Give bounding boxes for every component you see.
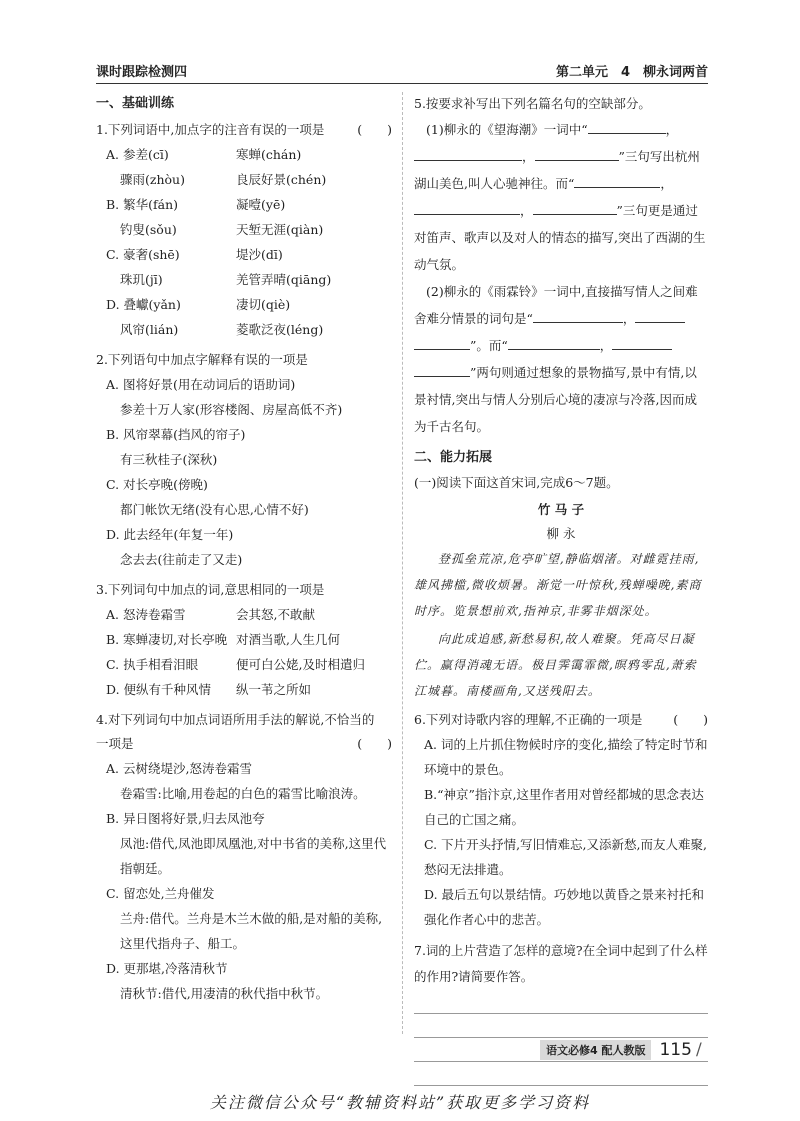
question-4 xyxy=(96,708,392,1006)
text: ， xyxy=(599,338,613,353)
blank xyxy=(533,201,617,215)
option: 寒蝉(chán) xyxy=(236,147,302,162)
blank xyxy=(574,174,660,188)
header-left: 课时跟踪检测四 xyxy=(96,65,188,80)
option-note: 卷霜雪:比喻,用卷起的白色的霜雪比喻浪涛。 xyxy=(120,786,366,801)
page-number: 115 xyxy=(659,1040,692,1060)
poem-title: 竹 马 子 xyxy=(537,502,585,517)
option: 良辰好景(chén) xyxy=(236,172,327,187)
option: 有三秋桂子(深秋) xyxy=(120,452,218,467)
option: A. 云树绕堤沙,怒涛卷霜雪 xyxy=(106,761,252,776)
option: 会其怒,不敢献 xyxy=(236,607,315,622)
option: C. 对长亭晚(傍晚) xyxy=(106,477,208,492)
blank xyxy=(533,309,623,323)
blank xyxy=(508,336,600,350)
option: A. 怒涛卷霜雪 xyxy=(106,607,186,622)
poem-stanza-1: 登孤垒荒凉,危亭旷望,静临烟渚。对雌霓挂雨,雄风拂槛,微收烦暑。渐觉一叶惊秋,残蝉噪晚,素商时序。览景想前欢,指神京,非雾非烟深处。 xyxy=(414,552,702,618)
text: ， xyxy=(665,122,679,137)
option: 钓叟(sǒu) xyxy=(120,222,177,237)
question-stem: 4.对下列词句中加点词语所用手法的解说,不恰当的 xyxy=(96,712,375,727)
page-header xyxy=(96,62,708,84)
option: 堤沙(dī) xyxy=(236,247,283,262)
right-column xyxy=(414,92,708,1092)
question-stem: 2.下列语句中加点字解释有误的一项是 xyxy=(96,352,308,367)
text: ”三句写出杭州湖山美色,叫人心驰神往。而“ xyxy=(414,149,700,191)
option: B. 繁华(fán) xyxy=(106,197,179,212)
blank xyxy=(612,336,672,350)
poem-stanza-2: 向此成追感,新愁易积,故人难聚。凭高尽日凝伫。赢得消魂无语。极目霁霭霏微,暝鸦零乱,萧索江城暮。南楼画角,又送残阳去。 xyxy=(414,632,697,698)
question-1 xyxy=(96,118,392,342)
question-stem: 7.词的上片营造了怎样的意境?在全词中起到了什么样的作用?请简要作答。 xyxy=(414,943,708,984)
question-3 xyxy=(96,578,392,702)
text: ， xyxy=(622,311,636,326)
reading-intro: (一)阅读下面这首宋词,完成6～7题。 xyxy=(414,475,619,490)
text: ”三句更是通过对笛声、歌声以及对人的情态的描写,突出了西湖的生动气氛。 xyxy=(414,203,706,272)
option: 念去去(往前走了又走) xyxy=(120,552,243,567)
blank xyxy=(414,147,466,161)
option: 都门帐饮无绪(没有心思,心情不好) xyxy=(120,502,309,517)
option: D. 叠巘(yǎn) xyxy=(106,297,181,312)
page-footer xyxy=(540,1040,702,1060)
left-column xyxy=(96,92,392,1012)
column-divider xyxy=(402,92,403,1034)
option: B.“神京”指汴京,这里作者用对曾经都城的思念表达自己的亡国之痛。 xyxy=(424,787,704,827)
text: (2)柳永的《雨霖铃》一词中,直接描写情人之间难舍难分情景的词句是“ xyxy=(414,284,698,326)
section-heading: 二、能力拓展 xyxy=(414,450,493,465)
option: C. 留恋处,兰舟催发 xyxy=(106,886,215,901)
option-note: 清秋节:借代,用凄清的秋代指中秋节。 xyxy=(120,986,329,1001)
fill-paragraph-1 xyxy=(414,116,708,278)
option: 天堑无涯(qiàn) xyxy=(236,222,324,237)
option: C. 豪奢(shē) xyxy=(106,247,180,262)
blank xyxy=(414,201,464,215)
question-5 xyxy=(414,92,708,440)
text: ， xyxy=(522,149,535,164)
question-6 xyxy=(414,708,708,932)
option: 便可白公姥,及时相遣归 xyxy=(236,657,365,672)
blank xyxy=(414,363,470,377)
answer-paren: ( ) xyxy=(357,122,392,137)
option: D. 最后五句以景结情。巧妙地以黄昏之景来衬托和强化作者心中的悲苦。 xyxy=(424,887,705,927)
option: 羌管弄晴(qiāng) xyxy=(236,272,332,287)
option: 凝噎(yē) xyxy=(236,197,286,212)
answer-line[interactable] xyxy=(414,1062,708,1086)
header-right: 第二单元 4 柳永词两首 xyxy=(555,65,708,80)
option: 纵一苇之所如 xyxy=(236,682,312,697)
text: (1)柳永的《望海潮》一词中“ xyxy=(426,122,588,137)
poem-author: 柳 永 xyxy=(546,526,576,541)
text: ， xyxy=(660,176,673,191)
text: ， xyxy=(520,203,533,218)
question-stem: 1.下列词语中,加点字的注音有误的一项是 xyxy=(96,122,325,137)
option: A. 参差(cī) xyxy=(106,147,169,162)
answer-line[interactable] xyxy=(414,1014,708,1038)
text: ”。而“ xyxy=(470,338,508,353)
question-2 xyxy=(96,348,392,572)
answer-paren: ( ) xyxy=(673,712,708,727)
option: B. 风帘翠幕(挡风的帘子) xyxy=(106,427,246,442)
page-slash: / xyxy=(695,1040,702,1060)
question-stem: 6.下列对诗歌内容的理解,不正确的一项是 xyxy=(414,712,643,727)
blank xyxy=(414,336,470,350)
option: C. 下片开头抒情,写旧情难忘,又添新愁,而友人难聚,愁闷无法排遣。 xyxy=(424,837,707,877)
question-stem: 一项是 xyxy=(96,736,134,751)
blank xyxy=(535,147,619,161)
blank xyxy=(635,309,685,323)
blank xyxy=(588,120,666,134)
section-heading: 一、基础训练 xyxy=(96,96,175,111)
option: D. 更那堪,冷落清秋节 xyxy=(106,961,228,976)
option: A. 图将好景(用在动词后的语助词) xyxy=(106,377,296,392)
option: D. 此去经年(年复一年) xyxy=(106,527,234,542)
text: ”两句则通过想象的景物描写,景中有情,以景衬情,突出与情人分别后心境的凄凉与冷落,因而成为千古名句。 xyxy=(414,365,697,434)
option: B. 寒蝉凄切,对长亭晚 xyxy=(106,632,228,647)
option-note: 凤池:借代,凤池即凤凰池,对中书省的美称,这里代指朝廷。 xyxy=(120,836,387,876)
question-stem: 3.下列词句中加点的词,意思相同的一项是 xyxy=(96,582,325,597)
option: 骤雨(zhòu) xyxy=(120,172,185,187)
blank xyxy=(464,201,520,215)
question-stem: 5.按要求补写出下列名篇名句的空缺部分。 xyxy=(414,96,651,111)
option: 凄切(qiè) xyxy=(236,297,291,312)
option: 对酒当歌,人生几何 xyxy=(236,632,340,647)
book-badge: 语文必修4 配人教版 xyxy=(540,1040,651,1060)
bottom-note: 关注微信公众号“教辅资料站”获取更多学习资料 xyxy=(209,1093,591,1112)
option: B. 异日图将好景,归去凤池夸 xyxy=(106,811,265,826)
answer-line[interactable] xyxy=(414,990,708,1014)
option: 参差十万人家(形容楼阁、房屋高低不齐) xyxy=(120,402,343,417)
option: 风帘(lián) xyxy=(120,322,179,337)
option: 菱歌泛夜(léng) xyxy=(236,322,324,337)
option: C. 执手相看泪眼 xyxy=(106,657,199,672)
blank xyxy=(466,147,522,161)
option: 珠玑(jī) xyxy=(120,272,163,287)
option: D. 便纵有千种风情 xyxy=(106,682,212,697)
answer-paren: ( ) xyxy=(357,736,392,751)
fill-paragraph-2 xyxy=(414,278,708,440)
question-7 xyxy=(414,938,708,1086)
option: A. 词的上片抓住物候时序的变化,描绘了特定时节和环境中的景色。 xyxy=(424,737,708,777)
option-note: 兰舟:借代。兰舟是木兰木做的船,是对船的美称,这里代指舟子、船工。 xyxy=(120,911,383,951)
